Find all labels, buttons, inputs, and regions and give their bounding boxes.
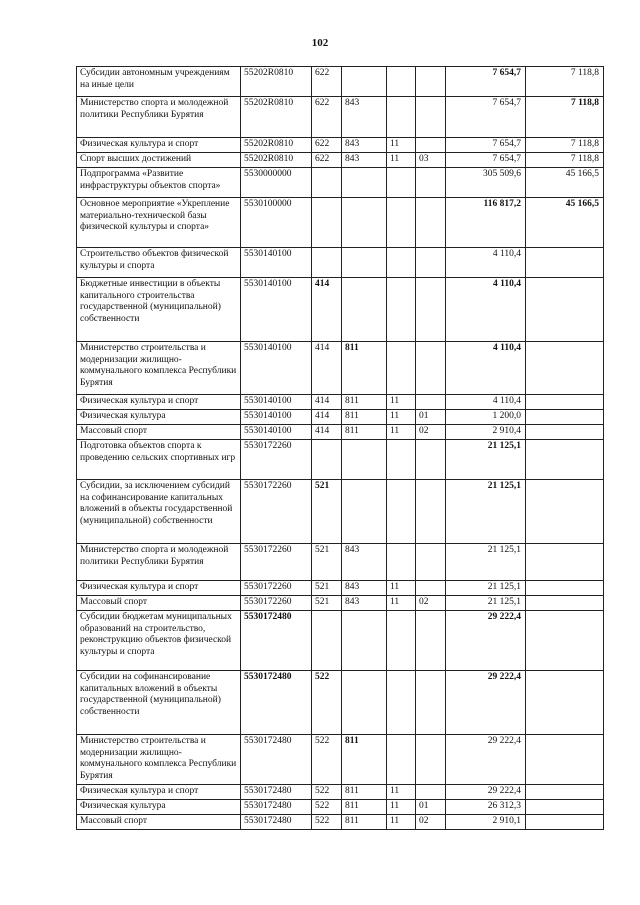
target-code-cell: 5530140100 xyxy=(241,278,312,342)
amount-1-cell: 2 910,4 xyxy=(446,425,526,440)
section-cell xyxy=(387,97,416,138)
amount-2-cell xyxy=(526,815,604,830)
expense-type-cell xyxy=(312,248,342,278)
target-code-cell: 55202R0810 xyxy=(241,138,312,153)
ministry-code-cell: 811 xyxy=(342,342,387,395)
amount-1-cell: 4 110,4 xyxy=(446,278,526,342)
amount-2-cell: 45 166,5 xyxy=(526,168,604,198)
subsection-cell: 01 xyxy=(416,410,446,425)
target-code-cell: 5530172480 xyxy=(241,800,312,815)
ministry-code-cell: 843 xyxy=(342,97,387,138)
subsection-cell xyxy=(416,440,446,480)
row-name-cell: Физическая культура xyxy=(77,800,241,815)
amount-2-cell xyxy=(526,342,604,395)
target-code-cell: 5530172260 xyxy=(241,581,312,596)
ministry-code-cell: 811 xyxy=(342,395,387,410)
table-row xyxy=(77,671,604,735)
table-row xyxy=(77,735,604,785)
expense-type-cell: 414 xyxy=(312,278,342,342)
row-name-cell: Строительство объектов физической культуры и спорта xyxy=(77,248,241,278)
amount-1-cell: 7 654,7 xyxy=(446,153,526,168)
amount-1-cell: 2 910,1 xyxy=(446,815,526,830)
row-name-cell: Физическая культура и спорт xyxy=(77,785,241,800)
table-row xyxy=(77,800,604,815)
amount-2-cell xyxy=(526,278,604,342)
subsection-cell: 01 xyxy=(416,800,446,815)
section-cell: 11 xyxy=(387,138,416,153)
amount-1-cell: 29 222,4 xyxy=(446,671,526,735)
section-cell: 11 xyxy=(387,785,416,800)
row-name-cell: Физическая культура и спорт xyxy=(77,395,241,410)
amount-1-cell: 29 222,4 xyxy=(446,785,526,800)
expense-type-cell: 521 xyxy=(312,581,342,596)
section-cell: 11 xyxy=(387,410,416,425)
amount-1-cell: 21 125,1 xyxy=(446,440,526,480)
expense-type-cell: 414 xyxy=(312,342,342,395)
section-cell xyxy=(387,440,416,480)
subsection-cell: 03 xyxy=(416,153,446,168)
target-code-cell: 5530140100 xyxy=(241,248,312,278)
expense-type-cell xyxy=(312,440,342,480)
amount-1-cell: 21 125,1 xyxy=(446,480,526,544)
subsection-cell: 02 xyxy=(416,425,446,440)
subsection-cell xyxy=(416,97,446,138)
amount-2-cell xyxy=(526,596,604,611)
target-code-cell: 55202R0810 xyxy=(241,153,312,168)
ministry-code-cell xyxy=(342,67,387,97)
subsection-cell xyxy=(416,67,446,97)
amount-1-cell: 7 654,7 xyxy=(446,67,526,97)
row-name-cell: Подготовка объектов спорта к проведению сельских спортивных игр xyxy=(77,440,241,480)
subsection-cell xyxy=(416,168,446,198)
target-code-cell: 5530140100 xyxy=(241,425,312,440)
amount-2-cell xyxy=(526,410,604,425)
row-name-cell: Бюджетные инвестиции в объекты капитального строительства государственной (муниципальной) собственности xyxy=(77,278,241,342)
target-code-cell: 5530140100 xyxy=(241,410,312,425)
section-cell: 11 xyxy=(387,153,416,168)
amount-1-cell: 21 125,1 xyxy=(446,544,526,581)
amount-2-cell: 7 118,8 xyxy=(526,67,604,97)
table-row xyxy=(77,440,604,480)
row-name-cell: Министерство спорта и молодежной политики Республики Бурятия xyxy=(77,544,241,581)
target-code-cell: 55202R0810 xyxy=(241,97,312,138)
expense-type-cell xyxy=(312,198,342,248)
section-cell xyxy=(387,67,416,97)
subsection-cell: 02 xyxy=(416,815,446,830)
target-code-cell: 5530172260 xyxy=(241,544,312,581)
amount-2-cell xyxy=(526,440,604,480)
expense-type-cell: 522 xyxy=(312,815,342,830)
section-cell xyxy=(387,342,416,395)
subsection-cell: 02 xyxy=(416,596,446,611)
row-name-cell: Министерство строительства и модернизации жилищно-коммунального комплекса Республики Бурятия xyxy=(77,342,241,395)
ministry-code-cell: 843 xyxy=(342,581,387,596)
table-row xyxy=(77,97,604,138)
target-code-cell: 5530100000 xyxy=(241,198,312,248)
row-name-cell: Массовый спорт xyxy=(77,425,241,440)
row-name-cell: Спорт высших достижений xyxy=(77,153,241,168)
ministry-code-cell: 811 xyxy=(342,785,387,800)
section-cell: 11 xyxy=(387,815,416,830)
amount-2-cell xyxy=(526,248,604,278)
table-row xyxy=(77,248,604,278)
amount-2-cell xyxy=(526,671,604,735)
table-row xyxy=(77,544,604,581)
section-cell xyxy=(387,278,416,342)
section-cell xyxy=(387,480,416,544)
amount-2-cell xyxy=(526,480,604,544)
table-row xyxy=(77,278,604,342)
target-code-cell: 55202R0810 xyxy=(241,67,312,97)
amount-1-cell: 21 125,1 xyxy=(446,581,526,596)
amount-2-cell xyxy=(526,785,604,800)
target-code-cell: 5530172480 xyxy=(241,785,312,800)
ministry-code-cell: 811 xyxy=(342,800,387,815)
expense-type-cell: 522 xyxy=(312,800,342,815)
table-row xyxy=(77,67,604,97)
table-row xyxy=(77,395,604,410)
section-cell: 11 xyxy=(387,395,416,410)
subsection-cell xyxy=(416,395,446,410)
row-name-cell: Массовый спорт xyxy=(77,596,241,611)
ministry-code-cell: 811 xyxy=(342,735,387,785)
amount-2-cell xyxy=(526,425,604,440)
table-body xyxy=(77,67,604,830)
expense-type-cell: 521 xyxy=(312,480,342,544)
amount-2-cell xyxy=(526,611,604,671)
target-code-cell: 5530000000 xyxy=(241,168,312,198)
subsection-cell xyxy=(416,138,446,153)
table-row xyxy=(77,153,604,168)
page-number: 102 xyxy=(311,37,329,49)
row-name-cell: Физическая культура и спорт xyxy=(77,581,241,596)
subsection-cell xyxy=(416,342,446,395)
section-cell xyxy=(387,671,416,735)
table-row xyxy=(77,198,604,248)
expense-type-cell: 522 xyxy=(312,785,342,800)
expense-type-cell: 622 xyxy=(312,153,342,168)
amount-1-cell: 116 817,2 xyxy=(446,198,526,248)
section-cell xyxy=(387,735,416,785)
amount-2-cell xyxy=(526,581,604,596)
amount-1-cell: 4 110,4 xyxy=(446,248,526,278)
amount-1-cell: 26 312,3 xyxy=(446,800,526,815)
ministry-code-cell xyxy=(342,168,387,198)
target-code-cell: 5530172480 xyxy=(241,611,312,671)
expense-type-cell: 521 xyxy=(312,544,342,581)
subsection-cell xyxy=(416,480,446,544)
amount-1-cell: 4 110,4 xyxy=(446,342,526,395)
table-row xyxy=(77,581,604,596)
row-name-cell: Подпрограмма «Развитие инфраструктуры объектов спорта» xyxy=(77,168,241,198)
row-name-cell: Министерство строительства и модернизации жилищно-коммунального комплекса Республики Бурятия xyxy=(77,735,241,785)
amount-1-cell: 21 125,1 xyxy=(446,596,526,611)
target-code-cell: 5530140100 xyxy=(241,342,312,395)
target-code-cell: 5530172260 xyxy=(241,480,312,544)
table-row xyxy=(77,611,604,671)
row-name-cell: Массовый спорт xyxy=(77,815,241,830)
subsection-cell xyxy=(416,544,446,581)
subsection-cell xyxy=(416,671,446,735)
target-code-cell: 5530172260 xyxy=(241,440,312,480)
subsection-cell xyxy=(416,611,446,671)
table-row xyxy=(77,785,604,800)
amount-1-cell: 305 509,6 xyxy=(446,168,526,198)
target-code-cell: 5530172260 xyxy=(241,596,312,611)
amount-2-cell: 45 166,5 xyxy=(526,198,604,248)
row-name-cell: Субсидии, за исключением субсидий на софинансирование капитальных вложений в объекты государственной (муниципальной) собственности xyxy=(77,480,241,544)
table-row xyxy=(77,480,604,544)
section-cell: 11 xyxy=(387,596,416,611)
ministry-code-cell: 811 xyxy=(342,425,387,440)
section-cell: 11 xyxy=(387,581,416,596)
expense-type-cell xyxy=(312,168,342,198)
section-cell: 11 xyxy=(387,800,416,815)
section-cell xyxy=(387,198,416,248)
amount-2-cell xyxy=(526,544,604,581)
expense-type-cell: 622 xyxy=(312,67,342,97)
expense-type-cell: 522 xyxy=(312,671,342,735)
target-code-cell: 5530172480 xyxy=(241,671,312,735)
subsection-cell xyxy=(416,785,446,800)
row-name-cell: Основное мероприятие «Укрепление материально-технической базы физической культуры и спорта» xyxy=(77,198,241,248)
subsection-cell xyxy=(416,735,446,785)
expense-type-cell: 521 xyxy=(312,596,342,611)
row-name-cell: Физическая культура и спорт xyxy=(77,138,241,153)
table-row xyxy=(77,410,604,425)
table-row xyxy=(77,815,604,830)
ministry-code-cell xyxy=(342,198,387,248)
expense-type-cell: 414 xyxy=(312,395,342,410)
table-row xyxy=(77,138,604,153)
expense-type-cell: 522 xyxy=(312,735,342,785)
row-name-cell: Субсидии на софинансирование капитальных вложений в объекты государственной (муниципальной) собственности xyxy=(77,671,241,735)
amount-2-cell xyxy=(526,800,604,815)
subsection-cell xyxy=(416,581,446,596)
target-code-cell: 5530172480 xyxy=(241,815,312,830)
amount-1-cell: 1 200,0 xyxy=(446,410,526,425)
expense-type-cell: 414 xyxy=(312,425,342,440)
ministry-code-cell: 843 xyxy=(342,544,387,581)
budget-table xyxy=(76,66,604,830)
section-cell xyxy=(387,248,416,278)
subsection-cell xyxy=(416,198,446,248)
amount-2-cell: 7 118,8 xyxy=(526,153,604,168)
amount-1-cell: 7 654,7 xyxy=(446,97,526,138)
ministry-code-cell xyxy=(342,440,387,480)
section-cell xyxy=(387,611,416,671)
expense-type-cell: 622 xyxy=(312,97,342,138)
amount-2-cell: 7 118,8 xyxy=(526,138,604,153)
row-name-cell: Субсидии автономным учреждениям на иные цели xyxy=(77,67,241,97)
ministry-code-cell xyxy=(342,671,387,735)
expense-type-cell: 622 xyxy=(312,138,342,153)
ministry-code-cell: 843 xyxy=(342,153,387,168)
subsection-cell xyxy=(416,248,446,278)
amount-1-cell: 29 222,4 xyxy=(446,735,526,785)
target-code-cell: 5530140100 xyxy=(241,395,312,410)
section-cell xyxy=(387,544,416,581)
row-name-cell: Министерство спорта и молодежной политики Республики Бурятия xyxy=(77,97,241,138)
ministry-code-cell xyxy=(342,278,387,342)
ministry-code-cell: 811 xyxy=(342,815,387,830)
subsection-cell xyxy=(416,278,446,342)
amount-1-cell: 4 110,4 xyxy=(446,395,526,410)
amount-2-cell xyxy=(526,395,604,410)
table-row xyxy=(77,168,604,198)
table-row xyxy=(77,425,604,440)
ministry-code-cell xyxy=(342,480,387,544)
ministry-code-cell xyxy=(342,611,387,671)
table-row xyxy=(77,596,604,611)
expense-type-cell xyxy=(312,611,342,671)
amount-1-cell: 29 222,4 xyxy=(446,611,526,671)
amount-1-cell: 7 654,7 xyxy=(446,138,526,153)
ministry-code-cell: 811 xyxy=(342,410,387,425)
ministry-code-cell xyxy=(342,248,387,278)
section-cell: 11 xyxy=(387,425,416,440)
amount-2-cell: 7 118,8 xyxy=(526,97,604,138)
row-name-cell: Физическая культура xyxy=(77,410,241,425)
row-name-cell: Субсидии бюджетам муниципальных образований на строительство, реконструкцию объектов физической культуры и спорта xyxy=(77,611,241,671)
section-cell xyxy=(387,168,416,198)
amount-2-cell xyxy=(526,735,604,785)
expense-type-cell: 414 xyxy=(312,410,342,425)
ministry-code-cell: 843 xyxy=(342,596,387,611)
table-row xyxy=(77,342,604,395)
ministry-code-cell: 843 xyxy=(342,138,387,153)
target-code-cell: 5530172480 xyxy=(241,735,312,785)
